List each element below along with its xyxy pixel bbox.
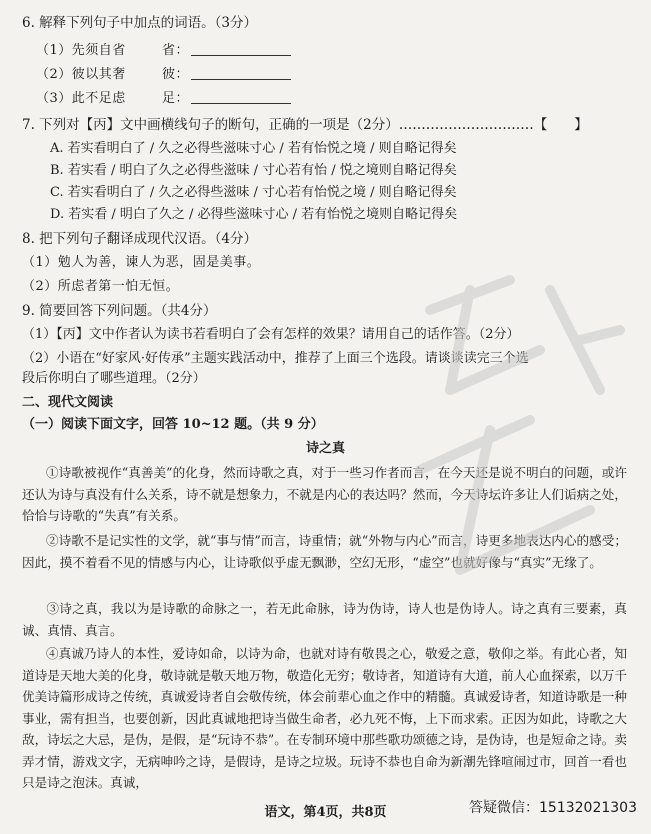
paragraph-text: ②诗歌不是记实性的文学，就“事与情”而言，诗重情；就“外物与内心”而言，诗更多地表达内心的感受；因此，摸不着看不见的情感与内心，让诗歌似乎虚无飘渺，空幻无形，“虚空”也就好像与“真实”无缘了。 [22, 533, 627, 570]
article-title: 诗之真 [305, 441, 345, 456]
article-paragraph-2 [22, 530, 627, 573]
q6-item-3-word: 足： [162, 91, 190, 106]
q7-stem: 7. 下列对【丙】文中画横线句子的断句，正确的一项是（2分）…………………………【 】 [22, 117, 588, 133]
q7-option-d: D. 若实看 / 明白了久之 / 必得些滋味寸心 / 若有怡悦之境则自略记得矣 [50, 207, 458, 222]
article-paragraph-4 [22, 643, 627, 794]
q6-item-1-word: 省： [162, 43, 190, 58]
q6-item-2 [36, 66, 639, 84]
q9-item-2: （2）小语在“好家风·好传承”主题实践活动中，推荐了上面三个选段。请谈谈读完三个选 [22, 351, 529, 366]
q7-option-a: A. 若实看明白了 / 久之必得些滋味寸心 / 若有怡悦之境 / 则自略记得矣 [50, 141, 457, 156]
contact-info: 答疑微信：15132021303 [469, 800, 637, 816]
subsection-heading: （一）阅读下面文字，回答 10~12 题。（共 9 分） [22, 417, 324, 432]
q6-item-1 [36, 42, 639, 60]
q8-item-2: （2）所虑者第一怕无恒。 [22, 279, 180, 294]
answer-blank [191, 66, 291, 80]
page-footer: 语文，第4页，共8页 [264, 805, 387, 820]
q8-item-1: （1）勉人为善，谏人为恶，固是美事。 [22, 255, 261, 270]
paragraph-text: ①诗歌被视作“真善美”的化身，然而诗歌之真，对于一些习作者而言，在今天还是说不明白的问题，或许还认为诗与真没有什么关系，诗不就是想象力，不就是内心的表达吗？然而，今天诗坛许多让人们诟病之处，恰恰与诗歌的“失真”有关系。 [22, 465, 627, 523]
paragraph-text: ④真诚乃诗人的本性，爱诗如命，以诗为命，也就对诗有敬畏之心，敬爱之意，敬仰之举。有此心者，知道诗是天地大美的化身，敬诗就是敬天地万物，敬造化无穷；敬诗者，知道诗有大道，前人心血探索，以万千优美诗篇形成诗之传统，真诚爱诗者自会敬传统，体会前辈心血之作中的精髓。真诚爱诗者，知道诗歌是一种事业，需有担当，也要创新，因此真诚地把诗当做生命者，必九死不悔，上下而求索。正因为如此，诗歌之大敌，诗坛之大忌，是伪，是假，是“玩诗不恭”。在专制环境中那些歌功颂德之诗，是伪诗，也是短命之诗。卖弄才情，游戏文字，无病呻吟之诗，是假诗，是诗之垃圾。玩诗不恭也自命为新潮先锋喧闹过市，回首一看也只是诗之泡沫。真诚， [22, 646, 627, 790]
q7-option-c: C. 若实看明白了 / 久之必得些滋味 / 寸心若有怡悦之境 / 则自略记得矣 [50, 185, 457, 200]
q9-stem: 9. 简要回答下列问题。（共4分） [22, 303, 217, 319]
answer-blank [191, 90, 291, 104]
q6-stem: 6. 解释下列句子中加点的词语。（3分） [22, 15, 258, 31]
q8-stem: 8. 把下列句子翻译成现代汉语。（4分） [22, 231, 258, 247]
section-heading: 二、现代文阅读 [22, 395, 114, 410]
article-paragraph-3 [22, 598, 627, 641]
q6-item-3 [36, 90, 639, 108]
q6-item-2-word: 彼： [162, 67, 190, 82]
q6-item-1-label: （1）先须自省 [36, 43, 126, 58]
q9-item-2-cont: 段后你明白了哪些道理。（2分） [22, 371, 206, 386]
article-paragraph-1 [22, 462, 627, 527]
paragraph-text: ③诗之真，我以为是诗歌的命脉之一，若无此命脉，诗为伪诗，诗人也是伪诗人。诗之真有三要素，真诚、真情、真言。 [22, 601, 627, 638]
q6-item-2-label: （2）彼以其奢 [36, 67, 126, 82]
q7-option-b: B. 若实看 / 明白了久之必得些滋味 / 寸心若有怡 / 悦之境则自略记得矣 [50, 163, 457, 178]
q6-item-3-label: （3）此不足虑 [36, 91, 126, 106]
answer-blank [191, 42, 291, 56]
q9-item-1: （1）【丙】文中作者认为读书若看明白了会有怎样的效果？请用自己的话作答。（2分） [22, 327, 520, 342]
